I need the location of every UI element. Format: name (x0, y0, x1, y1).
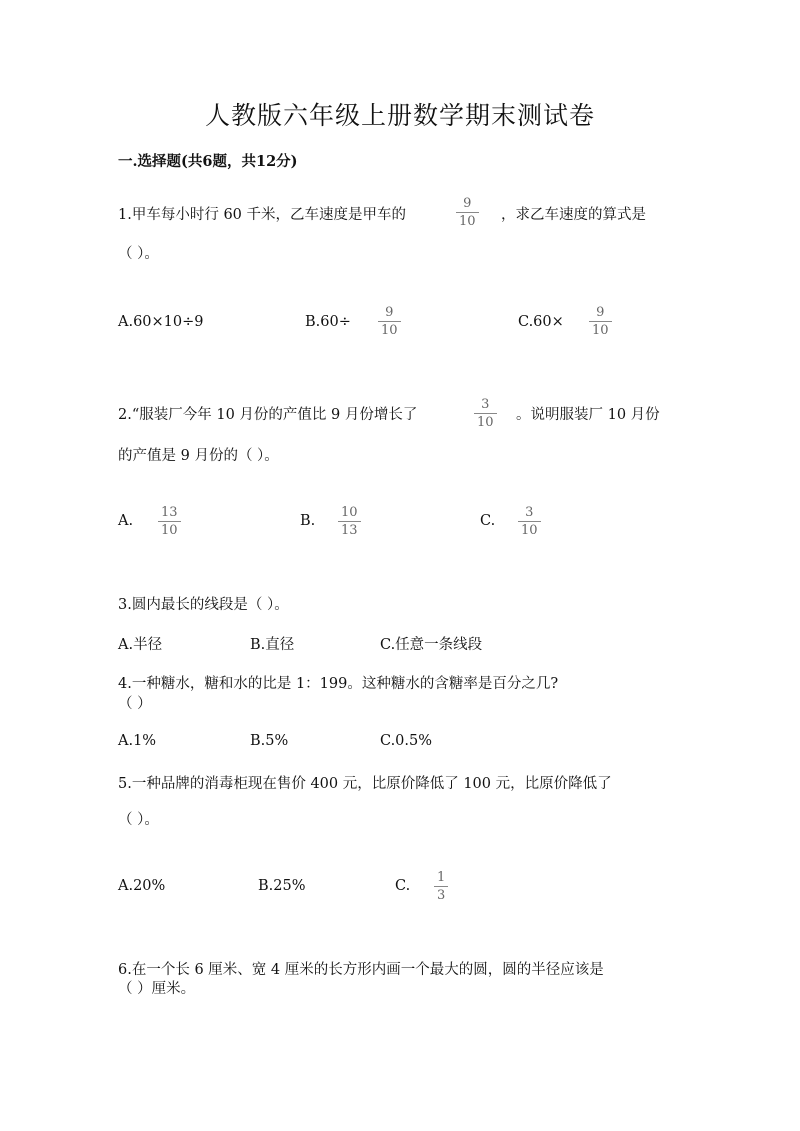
option-b[interactable]: B.25% (258, 878, 306, 894)
fraction-numerator: 9 (463, 196, 472, 211)
option-c[interactable]: C. (480, 513, 496, 529)
option-c[interactable]: C.60× (518, 314, 564, 330)
fraction-denominator: 13 (341, 523, 358, 538)
question-2-fraction (474, 398, 497, 429)
fraction-numerator: 10 (341, 505, 358, 520)
question-5-text-line-1: 5.一种品牌的消毒柜现在售价 400 元，比原价降低了 100 元，比原价降低了 (118, 776, 612, 792)
question-1-fraction (456, 197, 479, 228)
option-a[interactable]: A.半径 (118, 637, 163, 653)
option-a[interactable]: A.60×10÷9 (118, 314, 204, 330)
question-1-text-line-1b: ，求乙车速度的算式是 (501, 207, 646, 223)
fraction-denominator: 10 (592, 323, 609, 338)
option-b[interactable]: B. (300, 513, 316, 529)
fraction-numerator: 3 (525, 505, 534, 520)
question-1-text-line-1: 1.甲车每小时行 60 千米，乙车速度是甲车的 (118, 207, 407, 223)
fraction-denominator: 10 (521, 523, 538, 538)
question-2-text-line-1: 2.“服装厂今年 10 月份的产值比 9 月份增长了 (118, 407, 418, 423)
fraction-denominator: 10 (477, 415, 494, 430)
option-c[interactable]: C.任意一条线段 (380, 637, 483, 653)
question-5-text-line-2: （ ）。 (118, 812, 159, 828)
fraction-denominator: 10 (459, 214, 476, 229)
option-b[interactable]: B.5% (250, 733, 289, 749)
page-title: 人教版六年级上册数学期末测试卷 (204, 101, 595, 130)
fraction-denominator: 10 (161, 523, 178, 538)
fraction-denominator: 10 (381, 323, 398, 338)
fraction-numerator: 1 (437, 870, 446, 885)
option-b[interactable]: B.60÷ (305, 314, 351, 330)
option-a[interactable]: A.1% (118, 733, 157, 749)
question-1-text-line-2: （ ）。 (118, 246, 159, 262)
option-b[interactable]: B.直径 (250, 637, 295, 653)
question-4-text-line-1: 4.一种糖水，糖和水的比是 1：199。这种糖水的含糖率是百分之几? (118, 676, 559, 692)
option-b-fraction (338, 506, 361, 537)
section-heading: 一.选择题(共6题，共12分) (118, 153, 298, 170)
option-b-fraction (378, 306, 401, 337)
question-2-text-line-1b: 。说明服装厂 10 月份 (516, 407, 660, 423)
fraction-denominator: 3 (437, 888, 446, 903)
option-c-fraction (434, 871, 448, 902)
option-c[interactable]: C.0.5% (380, 733, 433, 749)
question-3-text: 3.圆内最长的线段是（ ）。 (118, 597, 289, 613)
option-c-fraction (589, 306, 612, 337)
option-c[interactable]: C. (395, 878, 411, 894)
question-4-text-line-2: （ ） (118, 696, 152, 712)
option-c-fraction (518, 506, 541, 537)
question-2-text-line-2: 的产值是 9 月份的（ ）。 (118, 448, 279, 464)
fraction-numerator: 9 (385, 305, 394, 320)
option-a[interactable]: A.20% (118, 878, 166, 894)
fraction-numerator: 3 (481, 397, 490, 412)
option-a[interactable]: A. (118, 513, 134, 529)
fraction-numerator: 13 (161, 505, 178, 520)
option-a-fraction (158, 506, 181, 537)
fraction-numerator: 9 (596, 305, 605, 320)
question-6-text-line-2: （ ）厘米。 (118, 981, 196, 997)
question-6-text-line-1: 6.在一个长 6 厘米、宽 4 厘米的长方形内画一个最大的圆，圆的半径应该是 (118, 962, 604, 978)
